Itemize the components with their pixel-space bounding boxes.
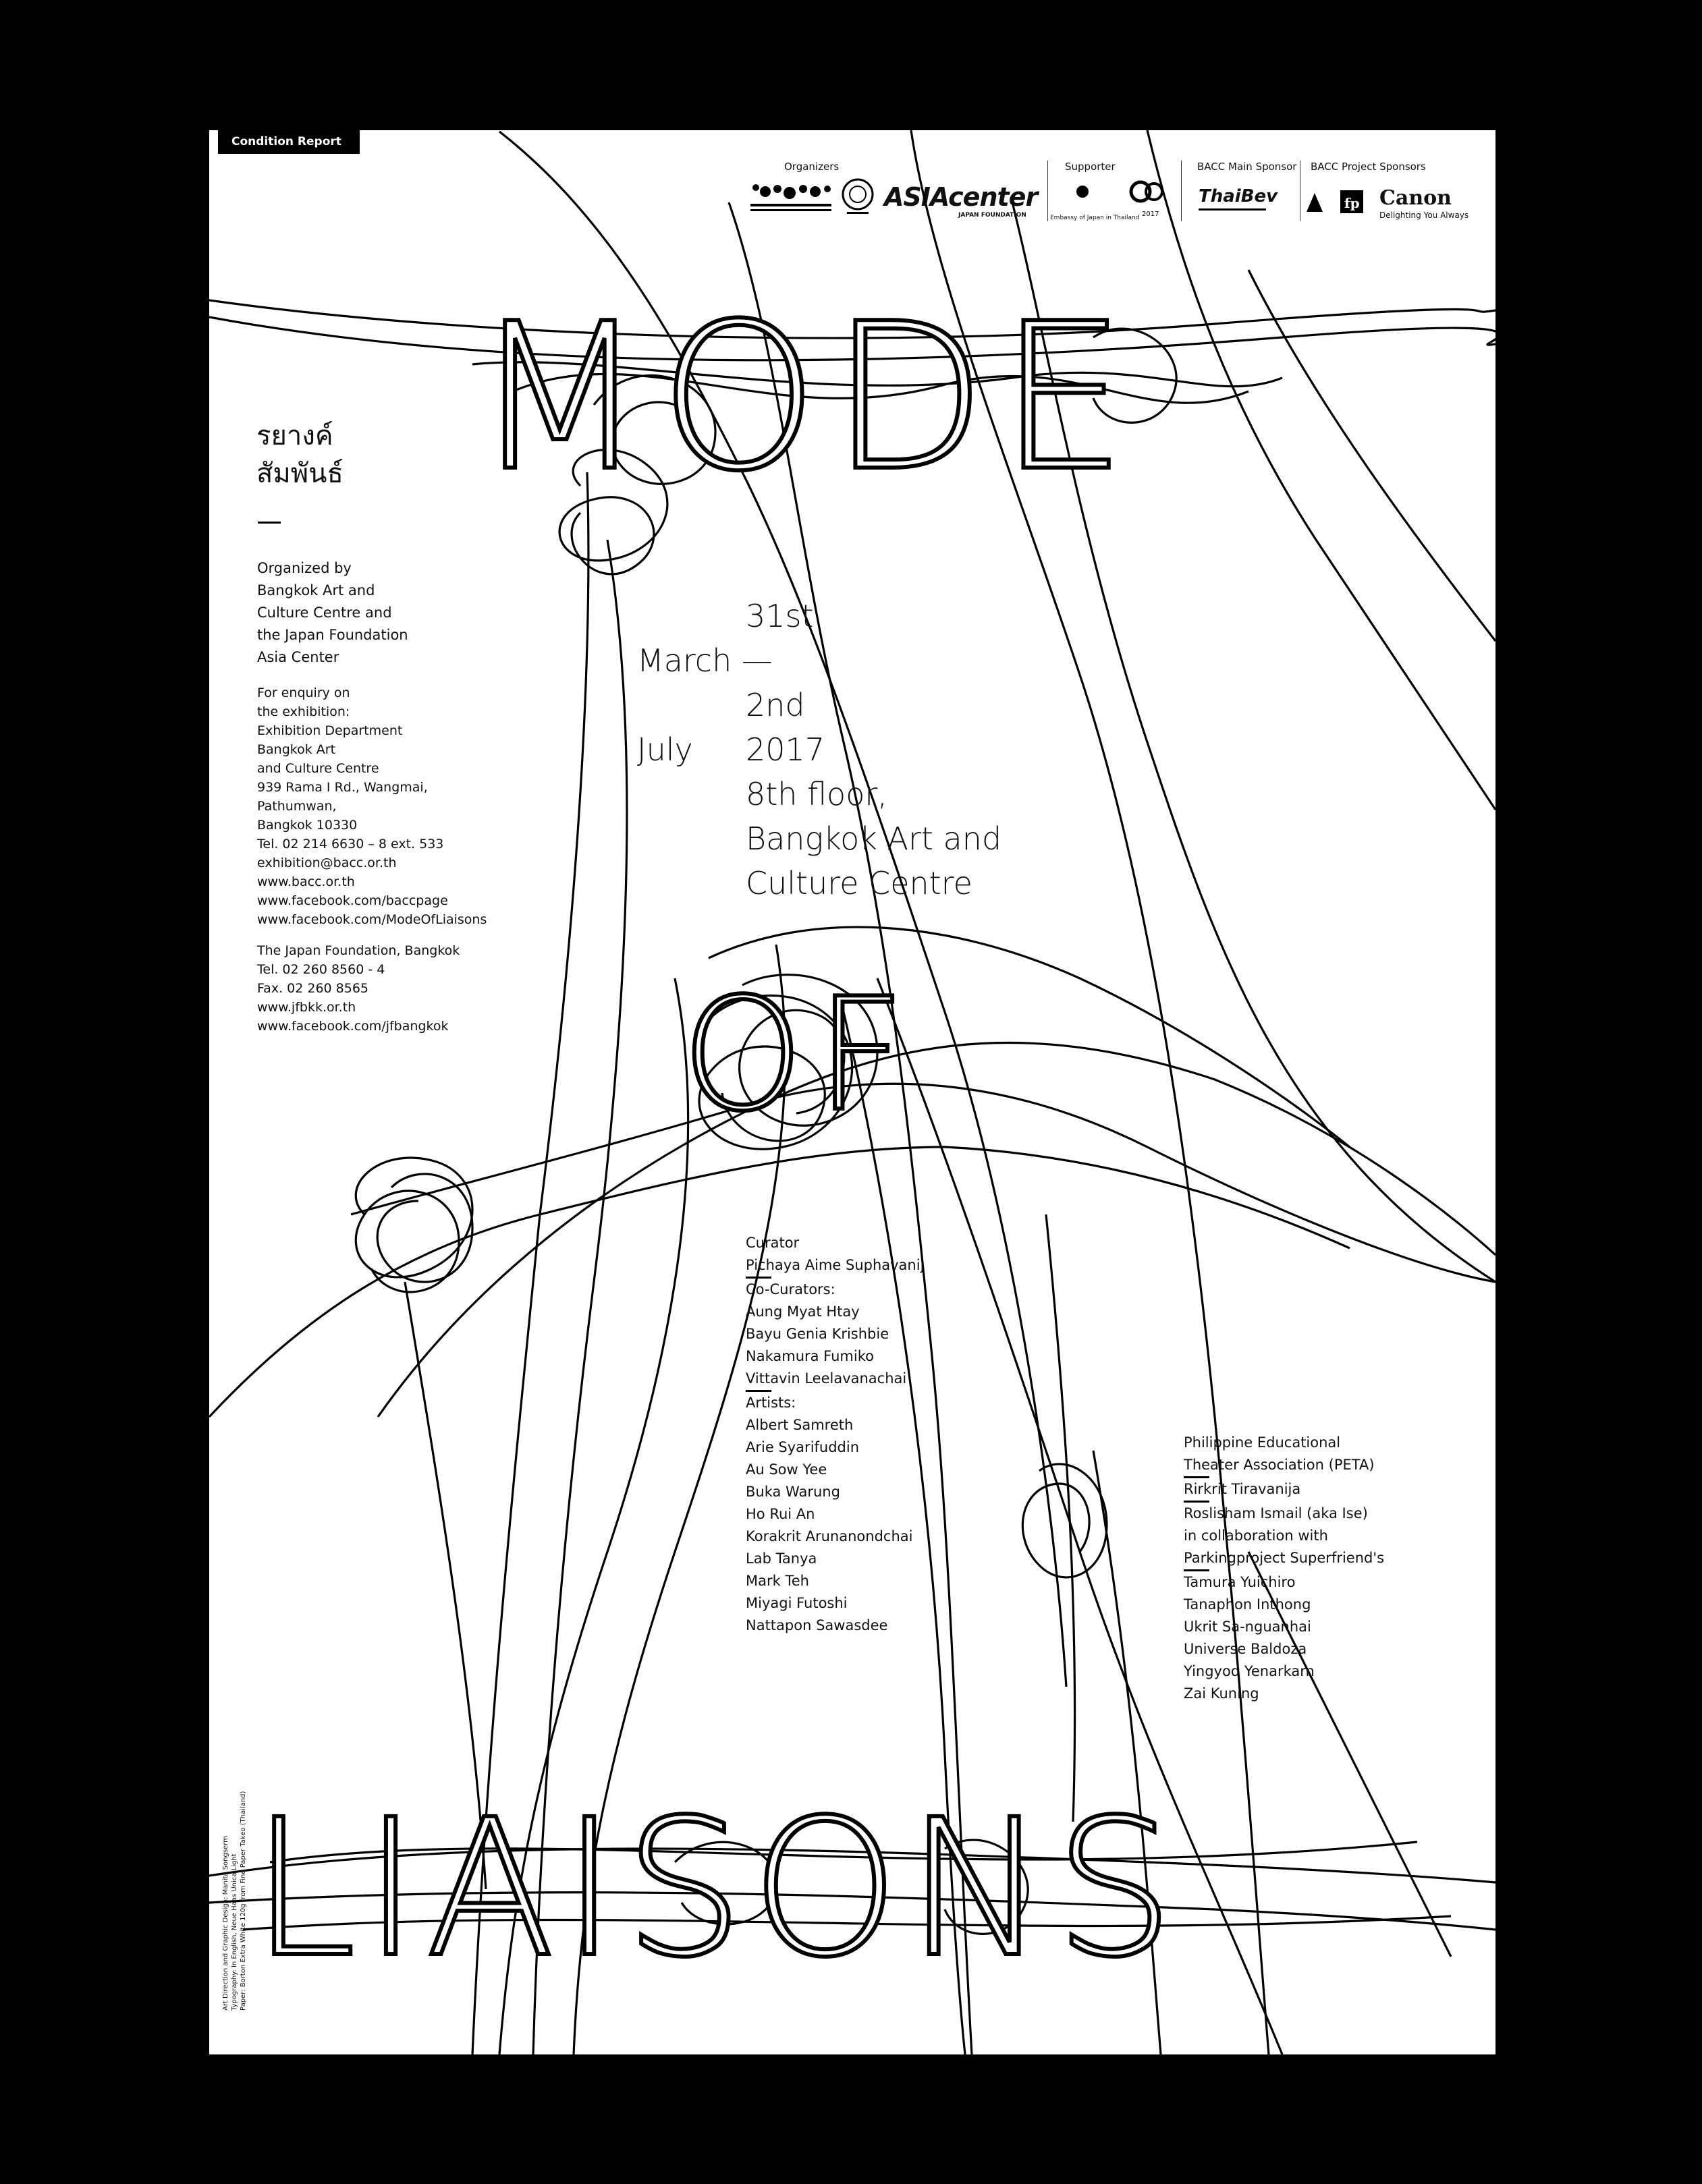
japan-foundation-text: JAPAN FOUNDATION	[958, 212, 1026, 219]
artist-name: Tanaphon Inthong	[1184, 1596, 1311, 1613]
artist-name: Albert Samreth	[746, 1417, 854, 1433]
asia-center-logo: ASIAcenter	[884, 182, 1038, 212]
side-note-line: Paper: Borton Extra White 120g from Fine Paper Takeo (Thailand)	[240, 1791, 247, 2011]
organized-line: the Japan Foundation	[257, 627, 408, 643]
organized-line: Culture Centre and	[257, 605, 392, 621]
artist-name: Ho Rui An	[746, 1506, 815, 1522]
organizer-info	[257, 557, 487, 1036]
co-curator-name: Nakamura Fumiko	[746, 1348, 874, 1364]
artist-name: Parkingproject Superfriend's	[1184, 1550, 1385, 1566]
title-line-liaisons: LIAISONS	[251, 1779, 1182, 1999]
artist-name: in collaboration with	[1184, 1528, 1328, 1544]
jf-website-link[interactable]: www.jfbkk.or.th	[257, 1000, 356, 1015]
thaibev-logo: ThaiBev	[1199, 186, 1278, 206]
date-day-start: 31st	[746, 598, 814, 634]
artists-label: Artists:	[746, 1395, 796, 1411]
venue-line: Culture Centre	[746, 865, 972, 901]
co-curators-label: Co-Curators:	[746, 1281, 835, 1297]
condition-report-tag: Condition Report	[218, 130, 360, 154]
thai-title-line2: สัมพันธ์	[256, 458, 344, 489]
artist-name: Tamura Yuichiro	[1184, 1574, 1296, 1590]
enquiry-email[interactable]: exhibition@bacc.or.th	[257, 856, 397, 870]
artist-name: Theater Association (PETA)	[1184, 1457, 1375, 1473]
artist-name: Ukrit Sa-nguanhai	[1184, 1619, 1311, 1635]
artist-name: Nattapon Sawasdee	[746, 1617, 888, 1633]
artists-column-right	[1184, 1432, 1384, 1705]
side-note-line: Art Direction and Graphic Design: Manita Songserm	[222, 1836, 229, 2011]
artist-name: Miyagi Futoshi	[746, 1595, 848, 1611]
main-sponsor-label: BACC Main Sponsor	[1197, 161, 1297, 173]
organized-line: Organized by	[257, 560, 352, 576]
anniversary-year: 2017	[1142, 211, 1159, 218]
jf-facebook-link[interactable]: www.facebook.com/jfbangkok	[257, 1019, 449, 1034]
enquiry-facebook-link[interactable]: www.facebook.com/ModeOfLiaisons	[257, 912, 487, 927]
artist-name: Arie Syarifuddin	[746, 1439, 860, 1455]
enquiry-line: Bangkok 10330	[257, 818, 358, 833]
date-day-end: 2nd	[746, 687, 805, 723]
project-sponsors-label: BACC Project Sponsors	[1311, 161, 1426, 173]
enquiry-line: Bangkok Art	[257, 742, 336, 757]
enquiry-website-link[interactable]: www.bacc.or.th	[257, 874, 355, 889]
artist-name: Rirkrit Tiravanija	[1184, 1481, 1301, 1497]
artist-name: Zai Kuning	[1184, 1685, 1259, 1702]
venue-line: 8th floor,	[746, 776, 887, 812]
artist-name: Lab Tanya	[746, 1550, 817, 1567]
date-month-end: July	[637, 731, 693, 768]
organized-line: Bangkok Art and	[257, 582, 375, 598]
jf-line: The Japan Foundation, Bangkok	[257, 943, 460, 958]
enquiry-line: Exhibition Department	[257, 723, 403, 738]
thai-title-line1: รยางค์	[256, 420, 333, 451]
co-curator-name: Bayu Genia Krishbie	[746, 1326, 889, 1342]
date-month-start: March —	[637, 642, 773, 679]
supporter-label: Supporter	[1065, 161, 1116, 173]
curator-label: Curator	[746, 1235, 800, 1251]
artist-name: Korakrit Arunanondchai	[746, 1528, 913, 1544]
embassy-text: Embassy of Japan in Thailand	[1050, 215, 1140, 221]
venue-line: Bangkok Art and	[746, 820, 1002, 857]
artist-name: Universe Baldoza	[1184, 1641, 1307, 1657]
artist-name: Buka Warung	[746, 1484, 840, 1500]
artist-name: Philippine Educational	[1184, 1434, 1341, 1451]
co-curator-name: Vittavin Leelavanachai	[746, 1370, 907, 1387]
enquiry-line: and Culture Centre	[257, 761, 379, 776]
title-line-of: OF	[682, 965, 918, 1146]
organizers-label: Organizers	[784, 161, 840, 173]
canon-logo: Canon	[1379, 186, 1452, 210]
enquiry-line: Pathumwan,	[257, 799, 337, 814]
enquiry-facebook-link[interactable]: www.facebook.com/baccpage	[257, 893, 448, 908]
side-note-line: Typography: In English, Neue Haas Unica Light	[231, 1853, 238, 2011]
divider	[258, 522, 281, 524]
artist-name: Roslisham Ismail (aka Ise)	[1184, 1505, 1368, 1521]
curator-name: Pichaya Aime Suphavanij	[746, 1257, 925, 1273]
credits-column	[746, 1232, 924, 1637]
jf-line: Fax. 02 260 8565	[257, 981, 369, 996]
design-credits-note	[221, 1754, 248, 2011]
enquiry-line: 939 Rama I Rd., Wangmai,	[257, 780, 428, 795]
enquiry-line: Tel. 02 214 6630 – 8 ext. 533	[257, 837, 444, 851]
date-year: 2017	[746, 731, 825, 768]
artist-name: Yingyod Yenarkarn	[1184, 1663, 1315, 1679]
artist-name: Au Sow Yee	[746, 1461, 827, 1478]
co-curator-name: Aung Myat Htay	[746, 1304, 860, 1320]
enquiry-line: For enquiry on	[257, 685, 350, 700]
enquiry-line: the exhibition:	[257, 704, 350, 719]
jf-line: Tel. 02 260 8560 - 4	[257, 962, 385, 977]
svg-text:fp: fp	[1344, 195, 1360, 211]
title-line-mode: MODE	[472, 280, 1139, 515]
canon-tagline: Delighting You Always	[1379, 211, 1469, 220]
thai-title	[256, 417, 344, 493]
organized-line: Asia Center	[257, 649, 339, 665]
artist-name: Mark Teh	[746, 1573, 809, 1589]
